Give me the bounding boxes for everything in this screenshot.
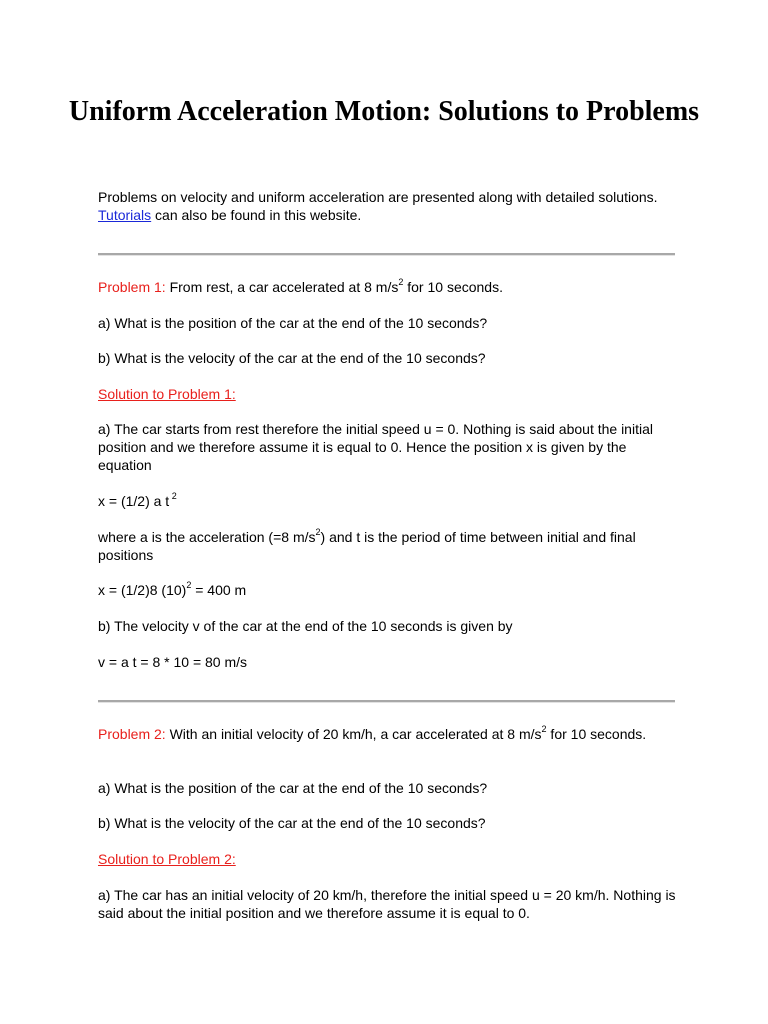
solution-2-part-a: a) The car has an initial velocity of 20 km/h, therefore the initial speed u = 20 km/h. Nothing is said about the initial position and we therefore assume it is equal to 0.: [98, 887, 676, 921]
superscript: 2: [541, 724, 547, 735]
problem-1-text-end: for 10 seconds.: [403, 279, 503, 295]
problem-1-text: From rest, a car accelerated at 8 m/s: [165, 279, 399, 295]
divider: [98, 253, 675, 256]
tutorials-link[interactable]: Tutorials: [98, 207, 152, 223]
problem-2-label: Problem 2:: [98, 726, 166, 742]
equation-text: x = (1/2) a t: [98, 493, 170, 509]
superscript: 2: [315, 527, 321, 538]
equation-position-result: [98, 581, 678, 599]
equation-position: [98, 492, 678, 510]
problem-1-statement: [98, 278, 678, 296]
solution-1-heading: Solution to Problem 1:: [98, 386, 236, 402]
problem-1-label: Problem 1:: [98, 279, 166, 295]
problem-1-question-b: b) What is the velocity of the car at the end of the 10 seconds?: [98, 350, 486, 366]
solution-1-part-a: a) The car starts from rest therefore the initial speed u = 0. Nothing is said about the initial position and we therefore assume it is equal to 0. Hence the position x is given by the equation: [98, 421, 653, 473]
equation-text: x = (1/2)8 (10): [98, 582, 187, 598]
intro-text-end: can also be found in this website.: [151, 207, 362, 223]
problem-2-text: With an initial velocity of 20 km/h, a car accelerated at 8 m/s: [165, 726, 542, 742]
equation-velocity: v = a t = 8 * 10 = 80 m/s: [98, 654, 248, 670]
page-title: Uniform Acceleration Motion: Solutions to Problems: [68, 96, 700, 127]
equation-text-end: = 400 m: [191, 582, 247, 598]
superscript: 2: [398, 277, 404, 288]
intro-paragraph: [98, 188, 678, 224]
explanation-text-end: ) and t is the period of time between initial and final positions: [98, 529, 636, 563]
explanation-text: where a is the acceleration (=8 m/s: [98, 529, 316, 545]
intro-text: Problems on velocity and uniform acceleration are presented along with detailed solutions.: [98, 189, 658, 205]
problem-2-question-b: b) What is the velocity of the car at the end of the 10 seconds?: [98, 815, 486, 831]
solution-1-part-b: b) The velocity v of the car at the end of the 10 seconds is given by: [98, 618, 513, 634]
divider: [98, 700, 675, 703]
problem-2-question-a: a) What is the position of the car at the end of the 10 seconds?: [98, 780, 488, 796]
superscript: 2: [186, 580, 192, 591]
problem-2-text-end: for 10 seconds.: [546, 726, 647, 742]
problem-2-statement: [98, 725, 678, 743]
solution-2-heading: Solution to Problem 2:: [98, 851, 236, 867]
equation-explanation: [98, 528, 678, 564]
problem-1-question-a: a) What is the position of the car at the end of the 10 seconds?: [98, 315, 488, 331]
superscript: 2: [169, 491, 177, 502]
